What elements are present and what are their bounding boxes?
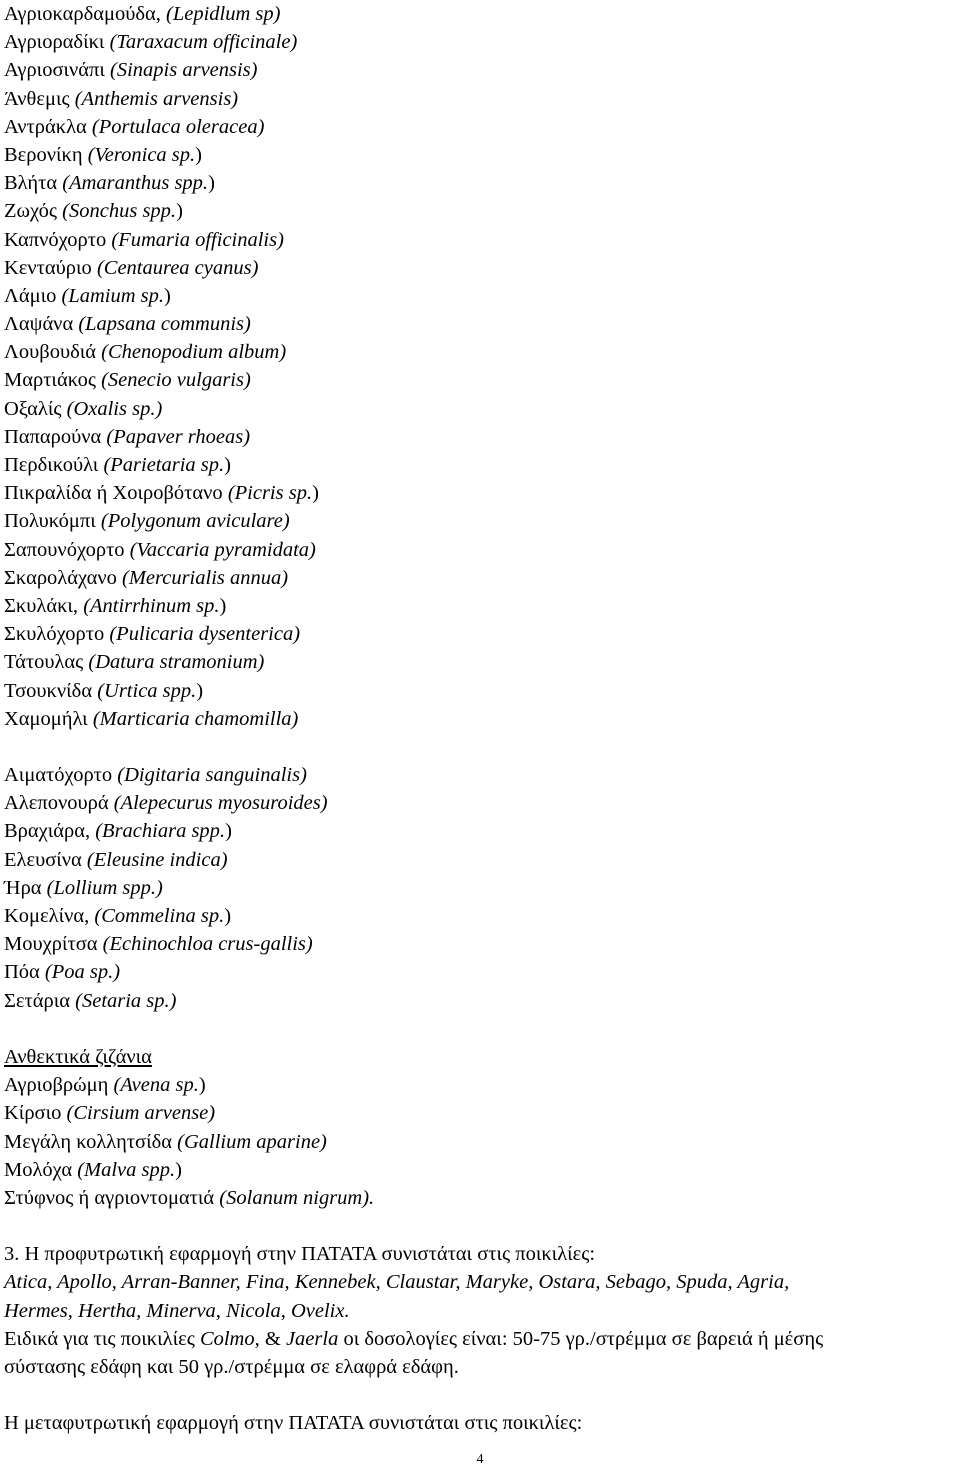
weed-scientific-name: (Oxalis sp.)	[66, 397, 163, 420]
weed-entry	[4, 507, 956, 535]
weed-scientific-name: (Picris sp.	[227, 482, 313, 505]
weed-closing: )	[224, 454, 231, 476]
spacer	[4, 1381, 956, 1409]
weed-scientific-name: (Urtica spp.	[97, 679, 197, 702]
weed-common-name: Σκυλόχορτο	[4, 623, 110, 646]
weed-scientific-name: (Parietaria sp.	[103, 454, 225, 476]
weed-closing: )	[198, 1074, 206, 1097]
weed-scientific-name: (Lamium sp.	[61, 284, 165, 307]
weed-scientific-name: (Avena sp.	[113, 1074, 199, 1097]
weed-entry	[4, 28, 956, 56]
weed-scientific-name: (Papaver rhoeas)	[106, 425, 251, 448]
special-varieties-line	[4, 1325, 956, 1353]
section-3-intro: 3. Η προφυτρωτική εφαρμογή στην ΠΑΤΑΤΑ συνιστάται στις ποικιλίες:	[4, 1243, 596, 1266]
weed-scientific-name: (Gallium aparine)	[177, 1130, 327, 1153]
weed-scientific-name: (Fumaria officinalis)	[111, 228, 284, 251]
weed-common-name: Αγριοβρώμη	[4, 1074, 114, 1097]
weed-closing: )	[312, 482, 319, 505]
weed-entry	[4, 141, 956, 169]
varieties-line-2: Hermes, Hertha, Minerva, Nicola, Ovelix.	[4, 1299, 350, 1322]
weed-common-name: Περδικούλι	[4, 454, 104, 476]
weed-common-name: Μεγάλη κολλητσίδα	[4, 1130, 178, 1153]
weed-scientific-name: (Cirsium arvense)	[66, 1102, 216, 1125]
weed-scientific-name: (Datura stramonium)	[88, 651, 265, 674]
weed-closing: )	[225, 820, 232, 843]
weed-scientific-name: (Lepidlum sp)	[166, 3, 281, 25]
weed-scientific-name: (Digitaria sanguinalis)	[117, 764, 307, 787]
weed-entry	[4, 817, 956, 845]
weed-entry	[4, 930, 956, 958]
weed-common-name: Χαμομήλι	[4, 707, 93, 730]
weed-common-name: Αιματόχορτο	[4, 764, 118, 787]
weed-closing: )	[208, 172, 215, 195]
weed-entry	[4, 620, 956, 648]
weed-common-name: Σετάρια	[4, 989, 76, 1012]
weed-scientific-name: (Solanum nigrum).	[219, 1186, 375, 1209]
weed-common-name: Κομελίνα,	[4, 905, 95, 927]
spacer	[4, 1212, 956, 1240]
weed-scientific-name: (Antirrhinum sp.	[83, 594, 220, 617]
weed-entry	[4, 254, 956, 282]
weed-entry	[4, 282, 956, 310]
page-number: 4	[476, 1452, 484, 1467]
weed-common-name: Σαπουνόχορτο	[4, 538, 130, 561]
varieties-line-1: Atica, Apollo, Arran-Banner, Fina, Kennebek, Claustar, Maryke, Ostara, Sebago, Spuda, Agria,	[4, 1271, 790, 1294]
weed-scientific-name: (Senecio vulgaris)	[101, 369, 251, 392]
weed-scientific-name: (Echinochloa crus-gallis)	[102, 933, 313, 956]
weed-closing: )	[164, 284, 171, 307]
weed-entry	[4, 56, 956, 84]
post-emergence-line: Η μεταφυτρωτική εφαρμογή στην ΠΑΤΑΤΑ συνιστάται στις ποικιλίες:	[4, 1412, 583, 1435]
weed-entry	[4, 0, 956, 28]
weed-scientific-name: (Lapsana communis)	[78, 313, 251, 336]
weed-entry	[4, 395, 956, 423]
weed-scientific-name: (Portulaca oleracea)	[91, 115, 265, 138]
weed-common-name: Αλεπονουρά	[4, 792, 114, 815]
special-ampersand: , &	[254, 1327, 286, 1350]
weed-closing: )	[175, 1158, 182, 1181]
weed-closing: )	[195, 143, 202, 166]
weed-common-name: Αγριοκαρδαμούδα,	[4, 3, 167, 25]
grass-weed-list	[4, 761, 956, 1015]
weed-scientific-name: (Commelina sp.	[94, 905, 225, 927]
broadleaf-weed-list	[4, 0, 956, 733]
weed-common-name: Μαρτιάκος	[4, 369, 102, 392]
weed-entry	[4, 1128, 956, 1156]
weed-scientific-name: (Sonchus spp.	[62, 200, 177, 223]
weed-scientific-name: (Polygonum aviculare)	[100, 510, 290, 533]
weed-entry	[4, 1156, 956, 1184]
weed-common-name: Πολυκόμπι	[4, 510, 101, 533]
weed-entry	[4, 592, 956, 620]
weed-closing: )	[176, 200, 183, 223]
weed-scientific-name: (Centaurea cyanus)	[96, 256, 259, 279]
weed-common-name: Άνθεμις	[4, 87, 75, 110]
weed-common-name: Στύφνος ή αγριοντοματιά	[4, 1186, 220, 1209]
weed-entry	[4, 902, 956, 930]
weed-common-name: Λαψάνα	[4, 313, 79, 336]
variety-jaerla: Jaerla	[285, 1327, 339, 1350]
weed-common-name: Ελευσίνα	[4, 848, 87, 871]
weed-common-name: Σκαρολάχανο	[4, 566, 123, 589]
variety-colmo: Colmo	[199, 1327, 255, 1350]
weed-scientific-name: (Chenopodium album)	[101, 341, 287, 364]
weed-entry	[4, 423, 956, 451]
document-page	[4, 0, 956, 1438]
weed-scientific-name: (Lollium spp.)	[46, 876, 163, 899]
weed-common-name: Ζωχός	[4, 200, 63, 223]
weed-scientific-name: (Anthemis arvensis)	[74, 87, 239, 110]
weed-scientific-name: (Vaccaria pyramidata)	[129, 538, 316, 561]
weed-entry	[4, 648, 956, 676]
weed-entry	[4, 338, 956, 366]
weed-scientific-name: (Marticaria chamomilla)	[92, 707, 299, 730]
weed-common-name: Λουβουδιά	[4, 341, 102, 364]
weed-scientific-name: (Pulicaria dysenterica)	[109, 623, 301, 646]
weed-common-name: Κενταύριο	[4, 256, 97, 279]
weed-scientific-name: (Malva spp.	[77, 1158, 176, 1181]
weed-entry	[4, 536, 956, 564]
weed-entry	[4, 846, 956, 874]
weed-scientific-name: (Veronica sp.	[87, 143, 196, 166]
weed-common-name: Ήρα	[4, 876, 47, 899]
weed-common-name: Τσουκνίδα	[4, 679, 98, 702]
weed-entry	[4, 1184, 956, 1212]
weed-entry	[4, 366, 956, 394]
weed-entry	[4, 197, 956, 225]
weed-closing: )	[219, 594, 227, 617]
spacer	[4, 1015, 956, 1043]
resistant-weeds-heading: Ανθεκτικά ζιζάνια	[4, 1045, 152, 1068]
weed-common-name: Τάτουλας	[4, 651, 89, 674]
weed-entry	[4, 226, 956, 254]
weed-common-name: Βερονίκη	[4, 143, 88, 166]
weed-common-name: Αντράκλα	[4, 115, 92, 138]
weed-common-name: Λάμιο	[4, 284, 62, 307]
weed-entry	[4, 874, 956, 902]
weed-common-name: Βλήτα	[4, 172, 63, 195]
special-prefix: Ειδικά για τις ποικιλίες	[4, 1327, 200, 1350]
weed-common-name: Σκυλάκι,	[4, 594, 84, 617]
weed-common-name: Κίρσιο	[4, 1102, 67, 1125]
weed-scientific-name: (Brachiara spp.	[95, 820, 226, 843]
weed-entry	[4, 677, 956, 705]
weed-entry	[4, 451, 956, 479]
weed-entry	[4, 958, 956, 986]
weed-scientific-name: (Taraxacum officinale)	[109, 31, 298, 54]
weed-scientific-name: (Poa sp.)	[44, 961, 121, 984]
weed-scientific-name: (Eleusine indica)	[86, 848, 228, 871]
weed-scientific-name: (Amaranthus spp.	[62, 172, 209, 195]
weed-common-name: Καπνόχορτο	[4, 228, 112, 251]
weed-common-name: Οξαλίς	[4, 397, 67, 420]
weed-common-name: Αγριοραδίκι	[4, 31, 110, 54]
weed-entry	[4, 113, 956, 141]
weed-entry	[4, 564, 956, 592]
weed-scientific-name: (Setaria sp.)	[75, 989, 177, 1012]
weed-closing: )	[196, 679, 204, 702]
weed-common-name: Πόα	[4, 961, 45, 984]
special-suffix: οι δοσολογίες είναι: 50-75 γρ./στρέμμα σε βαρειά ή μέσης	[338, 1327, 824, 1350]
weed-common-name: Παπαρούνα	[4, 425, 107, 448]
spacer	[4, 733, 956, 761]
weed-entry	[4, 1071, 956, 1099]
weed-entry	[4, 85, 956, 113]
weed-common-name: Βραχιάρα,	[4, 820, 96, 843]
weed-entry	[4, 1099, 956, 1127]
weed-entry	[4, 479, 956, 507]
weed-common-name: Μουχρίτσα	[4, 933, 103, 956]
weed-entry	[4, 169, 956, 197]
weed-common-name: Πικραλίδα ή Χοιροβότανο	[4, 482, 228, 505]
weed-common-name: Μολόχα	[4, 1158, 78, 1181]
weed-entry	[4, 761, 956, 789]
resistant-weed-list	[4, 1071, 956, 1212]
weed-scientific-name: (Sinapis arvensis)	[110, 59, 258, 82]
weed-closing: )	[224, 905, 232, 927]
weed-entry	[4, 705, 956, 733]
weed-scientific-name: (Mercurialis annua)	[122, 566, 289, 589]
weed-scientific-name: (Alepecurus myosuroides)	[113, 792, 328, 815]
weed-common-name: Αγριοσινάπι	[4, 59, 111, 82]
weed-entry	[4, 789, 956, 817]
weed-entry	[4, 310, 956, 338]
weed-entry	[4, 987, 956, 1015]
special-varieties-line-2: σύστασης εδάφη και 50 γρ./στρέμμα σε ελαφρά εδάφη.	[4, 1356, 459, 1378]
